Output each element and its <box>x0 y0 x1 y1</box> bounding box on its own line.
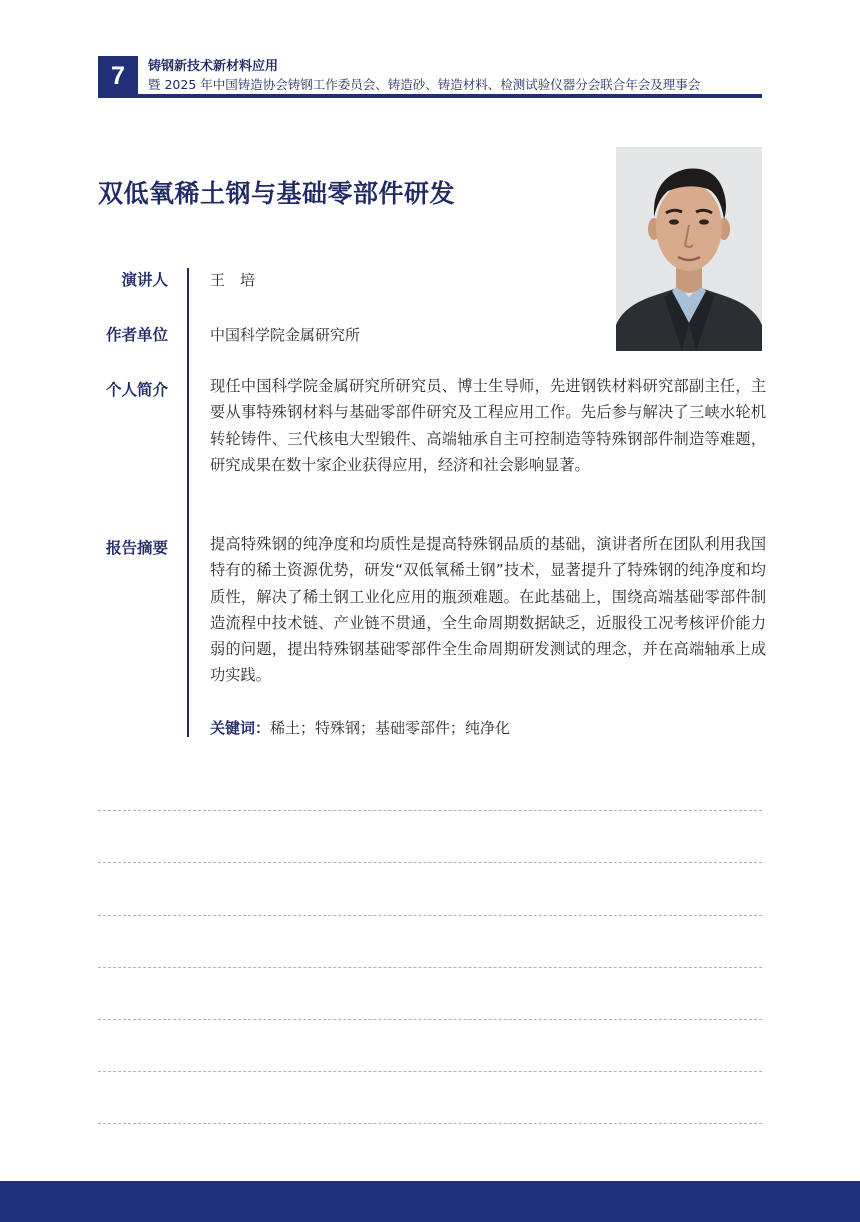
running-header-subtitle: 暨 2025 年中国铸造协会铸钢工作委员会、铸造砂、铸造材料、检测试验仪器分会联合年会及理事会 <box>148 77 701 92</box>
note-line <box>98 810 762 811</box>
keywords-value: 稀土；特殊钢；基础零部件；纯净化 <box>270 719 511 737</box>
note-line <box>98 967 762 968</box>
header-rule <box>98 94 762 98</box>
note-line <box>98 862 762 863</box>
note-line <box>98 915 762 916</box>
bio-label: 个人简介 <box>105 381 168 399</box>
affiliation-value: 中国科学院金属研究所 <box>210 326 361 344</box>
report-title: 双低氧稀土钢与基础零部件研发 <box>98 179 456 208</box>
bio-text: 现任中国科学院金属研究所研究员、博士生导师，先进钢铁材料研究部副主任，主要从事特殊钢材料与基础零部件研究及工程应用工作。先后参与解决了三峡水轮机转轮铸件、三代核电大型锻件、高端轴承自主可控制造等特殊钢部件制造等难题，研究成果在数十家企业获得应用，经济和社会影响显著。 <box>210 377 766 474</box>
speaker-label: 演讲人 <box>121 271 168 289</box>
affiliation-label: 作者单位 <box>105 326 168 344</box>
note-line <box>98 1071 762 1072</box>
abstract-label: 报告摘要 <box>105 539 168 557</box>
keywords-line <box>210 717 510 738</box>
section-divider-line <box>187 268 189 737</box>
portrait-illustration <box>616 147 762 351</box>
running-header-title: 铸钢新技术新材料应用 <box>148 59 279 74</box>
page-number-badge: 7 <box>98 56 138 96</box>
speaker-name: 王 培 <box>210 271 256 289</box>
keywords-label: 关键词： <box>210 719 271 737</box>
abstract-text: 提高特殊钢的纯净度和均质性是提高特殊钢品质的基础，演讲者所在团队利用我国特有的稀土资源优势，研发“双低氧稀土钢”技术，显著提升了特殊钢的纯净度和均质性，解决了稀土钢工业化应用的瓶颈难题。在此基础上，围绕高端基础零部件制造流程中技术链、产业链不贯通，全生命周期数据缺乏，近服役工况考核评价能力弱的问题，提出特殊钢基础零部件全生命周期研发测试的理念，并在高端轴承上成功实践。 <box>210 535 766 685</box>
speaker-photo <box>616 147 762 351</box>
footer-band <box>0 1181 860 1222</box>
note-line <box>98 1019 762 1020</box>
note-line <box>98 1123 762 1124</box>
